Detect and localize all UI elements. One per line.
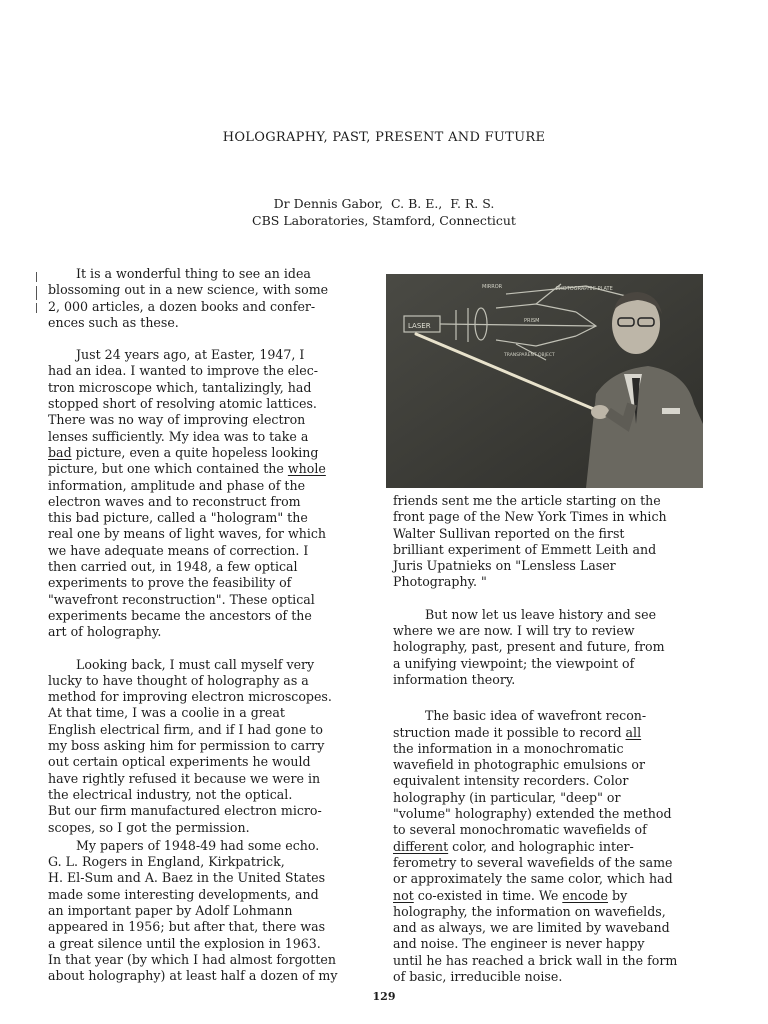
text-line: wavefield in photographic emulsions or (393, 757, 645, 773)
chalk-label-object: TRANSPARENT OBJECT (504, 353, 555, 358)
text-span: struction made it possible to record (393, 724, 626, 740)
right-column (393, 493, 708, 985)
text-line: until he has reached a brick wall in the form (393, 952, 678, 968)
text-line: Juris Upatnieks on "Lensless Laser (393, 558, 616, 574)
underlined-word: all (625, 724, 642, 740)
text-line: Photography. " (393, 574, 487, 590)
text-line: experiments became the ancestors of the (48, 607, 312, 623)
text-line: tron microscope which, tantalizingly, had (48, 379, 312, 395)
text-line: a unifying viewpoint; the viewpoint of (393, 655, 635, 671)
text-line: information theory. (393, 671, 516, 687)
text-line: holography (in particular, "deep" or (393, 789, 621, 805)
underlined-word: bad (48, 444, 72, 460)
text-line: out certain optical experiments he would (48, 754, 311, 770)
text-span: picture, but one which contained the (48, 461, 288, 477)
text-line: about holography) at least half a dozen of my (48, 968, 338, 984)
text-line: In that year (by which I had almost forgotten (48, 951, 336, 967)
text-line: "wavefront reconstruction". These optical (48, 591, 315, 607)
text-line: At that time, I was a coolie in a great (48, 705, 285, 721)
chalk-label-plate: PHOTOGRAPHIC PLATE (556, 286, 613, 292)
text-line (393, 725, 708, 741)
text-line: the information in a monochromatic (393, 740, 624, 756)
text-line: Just 24 years ago, at Easter, 1947, I (76, 347, 305, 363)
text-line: front page of the New York Times in which (393, 509, 667, 525)
paragraph-idea (48, 347, 368, 640)
text-line: ferometry to several wavefields of the same (393, 854, 673, 870)
text-span: picture, even a quite hopeless looking (71, 444, 319, 460)
author-affiliation: CBS Laboratories, Stamford, Connecticut (252, 213, 516, 228)
underlined-word: not (393, 887, 414, 903)
text-line: appeared in 1956; but after that, there was (48, 919, 326, 935)
text-line: stopped short of resolving atomic lattices. (48, 396, 317, 412)
text-line (393, 888, 708, 904)
text-span: by (608, 887, 628, 903)
text-line: My papers of 1948-49 had some echo. (76, 837, 320, 853)
text-line: had an idea. I wanted to improve the elec- (48, 363, 319, 379)
text-line: or approximately the same color, which had (393, 871, 673, 887)
chalk-label-prism: PRISM (524, 318, 540, 324)
text-line: and as always, we are limited by waveband (393, 920, 670, 936)
left-column (48, 266, 368, 984)
text-line: equivalent intensity recorders. Color (393, 773, 629, 789)
text-line (393, 839, 708, 855)
text-line: brilliant experiment of Emmett Leith and (393, 541, 657, 557)
text-line: Walter Sullivan reported on the first (393, 525, 625, 541)
text-line: to several monochromatic wavefields of (393, 822, 647, 838)
text-line: have rightly refused it because we were in (48, 770, 321, 786)
paragraph-history (393, 607, 708, 688)
paper-title: HOLOGRAPHY, PAST, PRESENT AND FUTURE (222, 130, 546, 145)
text-line: holography, past, present and future, from (393, 639, 665, 655)
text-line: information, amplitude and phase of the (48, 477, 306, 493)
text-span: co-existed in time. We (413, 887, 563, 903)
text-line (48, 461, 368, 477)
text-line: scopes, so I got the permission. (48, 819, 250, 835)
text-line: ences such as these. (48, 314, 179, 330)
paragraph-papers (48, 838, 368, 985)
text-line: H. El-Sum and A. Baez in the United States (48, 870, 326, 886)
text-line: lucky to have thought of holography as a (48, 672, 309, 688)
chalk-label-mirror: MIRROR (482, 284, 503, 290)
text-line: method for improving electron microscopes. (48, 689, 332, 705)
author-name: Dr Dennis Gabor, C. B. E., F. R. S. (273, 196, 495, 211)
text-line: real one by means of light waves, for which (48, 526, 327, 542)
text-line: then carried out, in 1948, a few optical (48, 559, 298, 575)
text-line: art of holography. (48, 624, 162, 640)
author-block (0, 195, 768, 229)
underlined-word: encode (562, 887, 609, 903)
text-line: 2, 000 articles, a dozen books and confer- (48, 298, 316, 314)
margin-mark (36, 286, 37, 300)
text-line: friends sent me the article starting on the (393, 493, 661, 508)
text-line: an important paper by Adolf Lohmann (48, 902, 293, 918)
text-line: made some interesting developments, and (48, 886, 319, 902)
text-line: blossoming out in a new science, with some (48, 282, 329, 298)
text-line: holography, the information on wavefields, (393, 903, 666, 919)
text-line: Looking back, I must call myself very (76, 656, 315, 672)
text-line (48, 445, 368, 461)
text-line: and noise. The engineer is never happy (393, 936, 645, 952)
paragraph-looking-back (48, 657, 368, 836)
text-line: where we are now. I will try to review (393, 623, 635, 639)
text-line: we have adequate means of correction. I (48, 542, 309, 558)
text-line: the electrical industry, not the optical. (48, 786, 293, 802)
chalk-label-laser: LASER (408, 322, 431, 330)
text-line: lenses sufficiently. My idea was to take a (48, 428, 309, 444)
text-span: color, and holographic inter- (448, 838, 634, 854)
text-line: The basic idea of wavefront recon- (425, 708, 647, 724)
text-line: But now let us leave history and see (425, 606, 657, 622)
text-line: But our firm manufactured electron micro- (48, 803, 322, 819)
paragraph-friends (393, 493, 708, 591)
margin-mark (36, 303, 37, 313)
text-line: G. L. Rogers in England, Kirkpatrick, (48, 854, 285, 870)
text-line: a great silence until the explosion in 1963. (48, 935, 321, 951)
underlined-word: different (393, 838, 449, 854)
text-line: It is a wonderful thing to see an idea (76, 266, 311, 281)
text-line: of basic, irreducible noise. (393, 969, 563, 985)
text-line: this bad picture, called a "hologram" the (48, 510, 308, 526)
photo-gabor-at-blackboard (386, 274, 703, 488)
paragraph-basic-idea (393, 708, 708, 985)
underlined-word: whole (287, 461, 326, 477)
paragraph-intro (48, 266, 368, 331)
text-line: experiments to prove the feasibility of (48, 575, 292, 591)
text-line: "volume" holography) extended the method (393, 806, 672, 822)
text-line: English electrical firm, and if I had gone to (48, 721, 323, 737)
page-number: 129 (372, 990, 396, 1003)
text-line: There was no way of improving electron (48, 412, 306, 428)
text-line: electron waves and to reconstruct from (48, 493, 301, 509)
text-line: my boss asking him for permission to carry (48, 738, 325, 754)
margin-mark (36, 272, 37, 282)
